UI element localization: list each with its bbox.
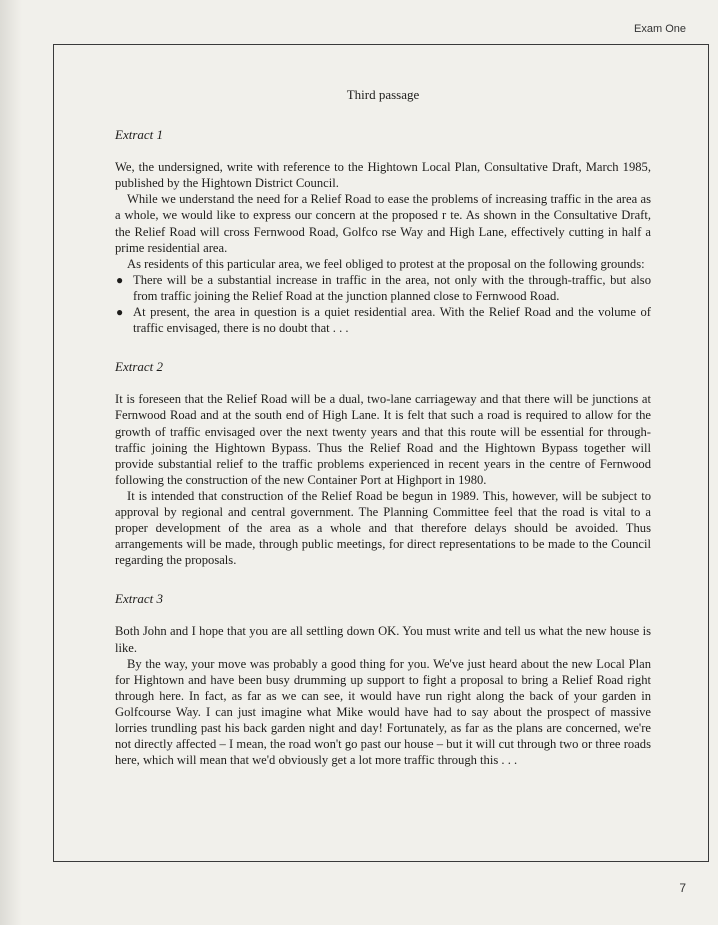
extract-1-bullet-2 <box>115 304 651 336</box>
extract-1-paragraph-2: While we understand the need for a Relief Road to ease the problems of increasing traffic in the area as a whole, we would like to express our concern at the proposed r te. As shown in the Consultative Draft, the Relief Road will cross Fernwood Road, Golfco rse Way and High Lane, effectively cutting in half a prime residential area. <box>115 192 651 255</box>
extract-2-heading: Extract 2 <box>115 359 164 375</box>
extract-1 <box>115 127 651 336</box>
bullet-text: There will be a substantial increase in traffic in the area, not only with the through-traffic, but also from traffic joining the Relief Road at the junction planned close to Fernwood Road. <box>133 272 651 303</box>
extract-3 <box>115 591 651 768</box>
extract-1-paragraph-3: As residents of this particular area, we feel obliged to protest at the proposal on the following grounds: <box>127 256 645 271</box>
passage-content <box>115 87 651 791</box>
page-edge-shadow <box>0 0 22 925</box>
extract-1-bullet-1 <box>115 272 651 304</box>
extract-3-heading: Extract 3 <box>115 591 164 607</box>
page-number: 7 <box>679 881 686 895</box>
extract-1-bullet-list <box>115 272 651 336</box>
bullet-dot-icon: ● <box>116 305 124 320</box>
extract-3-paragraph-1: Both John and I hope that you are all settling down OK. You must write and tell us what the new house is like. <box>115 624 651 655</box>
extract-2 <box>115 359 651 568</box>
bullet-text: At present, the area in question is a quiet residential area. With the Relief Road and the volume of traffic envisaged, there is no doubt that . . . <box>133 305 651 336</box>
extract-1-heading: Extract 1 <box>115 127 164 143</box>
extract-1-paragraph-1: We, the undersigned, write with reference to the Hightown Local Plan, Consultative Draft, March 1985, published by the Hightown District Council. <box>115 160 651 191</box>
running-head: Exam One <box>634 23 686 35</box>
extract-2-paragraph-1: It is foreseen that the Relief Road will be a dual, two-lane carriageway and that there will be junctions at Fernwood Road and at the south end of High Lane. It is felt that such a road is required to allow for the growth of traffic envisaged over the next twenty years and that this route will be essential for through-traffic joining the Hightown Bypass. Thus the Relief Road and the Hightown Bypass together will provide substantial relief to the traffic problems experienced in recent years in the centre of Fernwood following the construction of the new Container Port at Highport in 1980. <box>115 392 651 487</box>
passage-title: Third passage <box>346 87 420 102</box>
extract-2-paragraph-2: It is intended that construction of the Relief Road be begun in 1989. This, however, will be subject to approval by regional and central government. The Planning Committee feel that the road is vital to a proper development of the area as a whole and that therefore delays should be avoided. Thus arrangements will be made, through public meetings, for direct representations to be made to the Council regarding the proposals. <box>115 488 651 568</box>
extract-3-paragraph-2: By the way, your move was probably a good thing for you. We've just heard about the new Local Plan for Hightown and have been busy drumming up support to fight a proposal to bring a Relief Road right through here. In fact, as far as we can see, it would have run right along the back of your garden in Golfcourse Way. I can just imagine what Mike would have had to say about the prospect of massive lorries trundling past his back garden night and day! Fortunately, as far as the plans are concerned, we're not directly affected – I mean, the road won't go past our house – but it will cut through two or three roads here, which will mean that we'd obviously get a lot more traffic through this . . . <box>115 656 651 768</box>
bullet-dot-icon: ● <box>116 272 124 287</box>
